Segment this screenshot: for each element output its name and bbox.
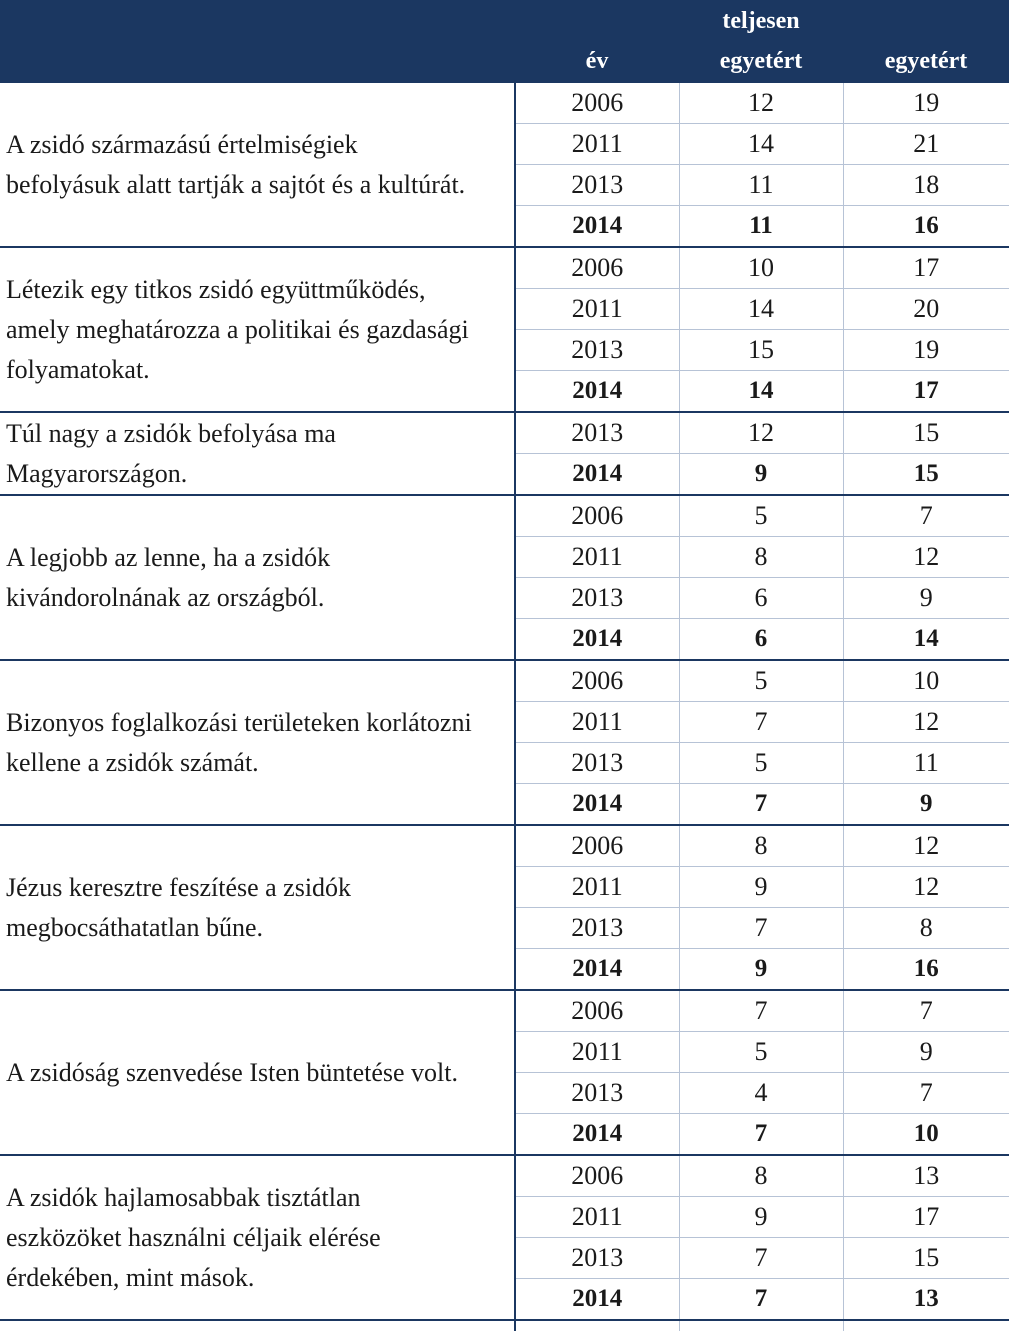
year-cell: 2011 xyxy=(515,537,679,578)
fully-agree-cell: 8 xyxy=(679,825,843,867)
fully-agree-cell: 9 xyxy=(679,454,843,496)
fully-agree-cell: 12 xyxy=(679,412,843,454)
fully-agree-cell: 11 xyxy=(679,165,843,206)
statement-cell xyxy=(0,495,515,660)
agree-cell: 14 xyxy=(843,619,1009,661)
fully-agree-cell: 11 xyxy=(679,206,843,248)
agree-header-label: egyetért xyxy=(884,48,968,74)
agree-cell: 15 xyxy=(843,1238,1009,1279)
empty-cell xyxy=(0,1320,515,1331)
fully-agree-cell: 7 xyxy=(679,990,843,1032)
fully-agree-cell: 5 xyxy=(679,660,843,702)
fully-agree-cell: 9 xyxy=(679,1197,843,1238)
empty-trailing-row xyxy=(0,1320,1009,1331)
table-row xyxy=(0,990,1009,1032)
agree-cell: 10 xyxy=(843,1114,1009,1156)
year-cell: 2011 xyxy=(515,289,679,330)
fully-agree-cell: 12 xyxy=(679,83,843,124)
statement-cell xyxy=(0,1155,515,1320)
statement-text-line: A zsidó származású értelmiségiek xyxy=(6,129,358,159)
year-cell: 2013 xyxy=(515,908,679,949)
agree-cell: 16 xyxy=(843,949,1009,991)
agree-cell: 17 xyxy=(843,247,1009,289)
year-header xyxy=(515,0,679,83)
fully-agree-cell: 5 xyxy=(679,743,843,784)
year-cell: 2006 xyxy=(515,1155,679,1197)
year-cell: 2013 xyxy=(515,743,679,784)
header-row xyxy=(0,0,1009,83)
statement-text-line: A zsidók hajlamosabbak tisztátlan xyxy=(6,1182,361,1212)
agree-cell: 9 xyxy=(843,784,1009,826)
table-row xyxy=(0,1155,1009,1197)
agree-header xyxy=(843,0,1009,83)
agree-cell: 12 xyxy=(843,867,1009,908)
statement-cell xyxy=(0,412,515,495)
statement-text-line: Létezik egy titkos zsidó együttműködés, xyxy=(6,274,426,304)
year-cell: 2013 xyxy=(515,1073,679,1114)
agree-cell: 21 xyxy=(843,124,1009,165)
statement-text-line: kellene a zsidók számát. xyxy=(6,747,259,777)
agree-cell: 15 xyxy=(843,412,1009,454)
year-cell: 2011 xyxy=(515,124,679,165)
year-cell: 2006 xyxy=(515,83,679,124)
statement-text-line: érdekében, mint mások. xyxy=(6,1262,255,1292)
statement-cell xyxy=(0,247,515,412)
statement-text-line: amely meghatározza a politikai és gazdasági xyxy=(6,314,469,344)
agree-cell: 16 xyxy=(843,206,1009,248)
agree-cell: 15 xyxy=(843,454,1009,496)
fully-agree-cell: 9 xyxy=(679,949,843,991)
statement-cell xyxy=(0,83,515,247)
agree-cell: 9 xyxy=(843,578,1009,619)
statement-cell xyxy=(0,660,515,825)
year-cell: 2014 xyxy=(515,1114,679,1156)
year-cell: 2014 xyxy=(515,1279,679,1321)
statement-text-line: Túl nagy a zsidók befolyása ma xyxy=(6,418,336,448)
fully-agree-cell: 10 xyxy=(679,247,843,289)
year-cell: 2013 xyxy=(515,1238,679,1279)
statement-text-line: folyamatokat. xyxy=(6,354,150,384)
year-cell: 2011 xyxy=(515,702,679,743)
year-cell: 2014 xyxy=(515,206,679,248)
fully-agree-cell: 7 xyxy=(679,1114,843,1156)
agree-cell: 8 xyxy=(843,908,1009,949)
agree-cell: 12 xyxy=(843,825,1009,867)
agree-cell: 17 xyxy=(843,1197,1009,1238)
empty-cell xyxy=(843,1320,1009,1331)
table-row xyxy=(0,495,1009,537)
agree-cell: 12 xyxy=(843,702,1009,743)
fully-agree-cell: 14 xyxy=(679,371,843,413)
fully-agree-cell: 5 xyxy=(679,495,843,537)
year-cell: 2006 xyxy=(515,495,679,537)
year-cell: 2006 xyxy=(515,660,679,702)
year-cell: 2014 xyxy=(515,454,679,496)
statement-header xyxy=(0,0,515,83)
year-header-label: év xyxy=(585,48,609,74)
fully-agree-cell: 14 xyxy=(679,124,843,165)
empty-cell xyxy=(515,1320,679,1331)
table-body xyxy=(0,83,1009,1331)
year-cell: 2014 xyxy=(515,371,679,413)
year-cell: 2014 xyxy=(515,949,679,991)
year-cell: 2013 xyxy=(515,330,679,371)
year-cell: 2006 xyxy=(515,825,679,867)
statement-text-line: A zsidóság szenvedése Isten büntetése volt. xyxy=(6,1057,458,1087)
fully-agree-cell: 4 xyxy=(679,1073,843,1114)
fully-agree-cell: 5 xyxy=(679,1032,843,1073)
agree-cell: 19 xyxy=(843,330,1009,371)
year-cell: 2011 xyxy=(515,1032,679,1073)
fully-agree-cell: 8 xyxy=(679,537,843,578)
statement-text-line: befolyásuk alatt tartják a sajtót és a kultúrát. xyxy=(6,169,466,199)
year-cell: 2013 xyxy=(515,578,679,619)
statement-text-line: Magyarországon. xyxy=(6,458,188,488)
fully-agree-cell: 7 xyxy=(679,784,843,826)
table-row xyxy=(0,825,1009,867)
fully-agree-cell: 7 xyxy=(679,1238,843,1279)
table-row xyxy=(0,412,1009,454)
fully-agree-header-line2: egyetért xyxy=(719,48,803,74)
fully-agree-header xyxy=(679,0,843,83)
year-cell: 2011 xyxy=(515,1197,679,1238)
agree-cell: 13 xyxy=(843,1279,1009,1321)
agree-cell: 18 xyxy=(843,165,1009,206)
table-row xyxy=(0,83,1009,124)
year-cell: 2013 xyxy=(515,412,679,454)
fully-agree-cell: 6 xyxy=(679,619,843,661)
agree-cell: 12 xyxy=(843,537,1009,578)
statement-text-line: eszközöket használni céljaik elérése xyxy=(6,1222,381,1252)
statement-text-line: kivándorolnának az országból. xyxy=(6,582,325,612)
fully-agree-cell: 7 xyxy=(679,702,843,743)
fully-agree-header-line1: teljesen xyxy=(722,8,800,34)
year-cell: 2006 xyxy=(515,247,679,289)
fully-agree-cell: 6 xyxy=(679,578,843,619)
agree-cell: 7 xyxy=(843,1073,1009,1114)
agree-cell: 19 xyxy=(843,83,1009,124)
statement-text-line: Bizonyos foglalkozási területeken korlátozni xyxy=(6,707,472,737)
agree-cell: 20 xyxy=(843,289,1009,330)
year-cell: 2013 xyxy=(515,165,679,206)
agree-cell: 7 xyxy=(843,495,1009,537)
statement-text-line: A legjobb az lenne, ha a zsidók xyxy=(6,542,331,572)
agree-cell: 13 xyxy=(843,1155,1009,1197)
fully-agree-cell: 15 xyxy=(679,330,843,371)
fully-agree-cell: 7 xyxy=(679,1279,843,1321)
year-cell: 2014 xyxy=(515,619,679,661)
agree-cell: 9 xyxy=(843,1032,1009,1073)
statement-cell xyxy=(0,825,515,990)
fully-agree-cell: 9 xyxy=(679,867,843,908)
empty-cell xyxy=(679,1320,843,1331)
agree-cell: 17 xyxy=(843,371,1009,413)
fully-agree-cell: 14 xyxy=(679,289,843,330)
year-cell: 2006 xyxy=(515,990,679,1032)
year-cell: 2011 xyxy=(515,867,679,908)
fully-agree-cell: 7 xyxy=(679,908,843,949)
fully-agree-cell: 8 xyxy=(679,1155,843,1197)
table-row xyxy=(0,660,1009,702)
table-row xyxy=(0,247,1009,289)
agree-cell: 10 xyxy=(843,660,1009,702)
year-cell: 2014 xyxy=(515,784,679,826)
statement-text-line: Jézus keresztre feszítése a zsidók xyxy=(6,872,352,902)
agree-cell: 7 xyxy=(843,990,1009,1032)
agree-cell: 11 xyxy=(843,743,1009,784)
statement-text-line: megbocsáthatatlan bűne. xyxy=(6,912,264,942)
statement-cell xyxy=(0,990,515,1155)
